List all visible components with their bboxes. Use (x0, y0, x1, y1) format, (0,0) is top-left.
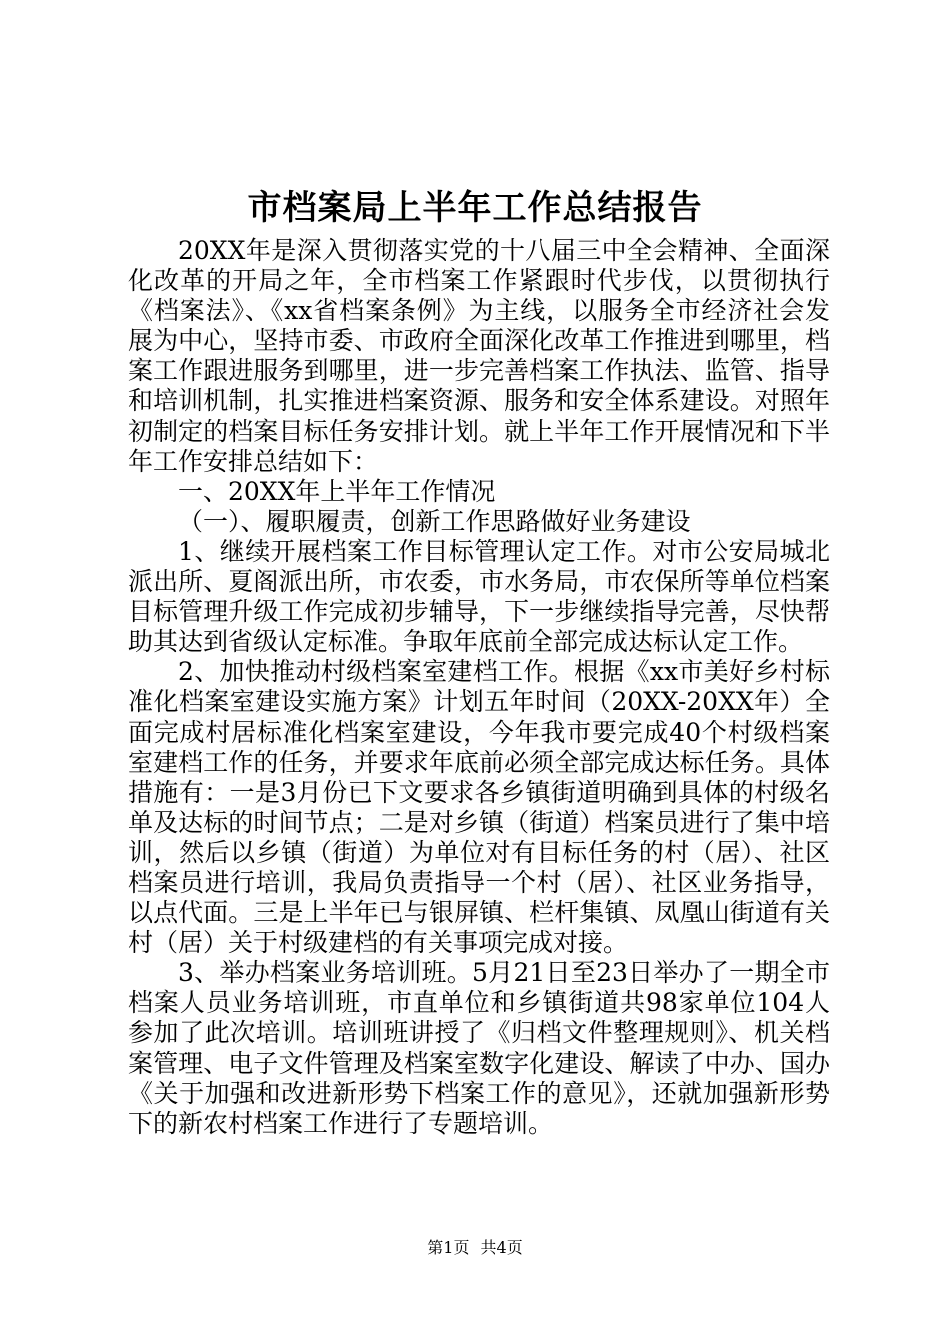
section-heading: 一、20XX年上半年工作情况 (178, 476, 496, 506)
item-paragraph-1: 1、继续开展档案工作目标管理认定工作。对市公安局城北派出所、夏阁派出所，市农委，市水务局，市农保所等单位档案目标管理升级工作完成初步辅导，下一步继续指导完善，尽快帮助其达到省级认定标准。争取年底前全部完成达标认定工作。 (128, 536, 830, 657)
item-paragraph-2: 2、加快推动村级档案室建档工作。根据《xx市美好乡村标准化档案室建设实施方案》计划五年时间（20XX-20XX年）全面完成村居标准化档案室建设，今年我市要完成40个村级档案室建档工作的任务，并要求年底前必须全部完成达标任务。具体措施有：一是3月份已下文要求各乡镇街道明确到具体的村级名单及达标的时间节点；二是对乡镇（街道）档案员进行了集中培训，然后以乡镇（街道）为单位对有目标任务的村（居）、社区档案员进行培训，我局负责指导一个村（居）、社区业务指导，以点代面。三是上半年已与银屏镇、栏杆集镇、凤凰山街道有关村（居）关于村级建档的有关事项完成对接。 (128, 657, 830, 958)
subsection-heading: （一）、履职履责，创新工作思路做好业务建设 (178, 506, 691, 536)
intro-paragraph: 20XX年是深入贯彻落实党的十八届三中全会精神、全面深化改革的开局之年，全市档案工作紧跟时代步伐，以贯彻执行《档案法》、《xx省档案条例》为主线，以服务全市经济社会发展为中心，坚持市委、市政府全面深化改革工作推进到哪里，档案工作跟进服务到哪里，进一步完善档案工作执法、监管、指导和培训机制，扎实推进档案资源、服务和安全体系建设。对照年初制定的档案目标任务安排计划。就上半年工作开展情况和下半年工作安排总结如下： (128, 236, 830, 476)
page-footer: 第1页 共4页 (427, 1238, 523, 1257)
item-paragraph-3: 3、举办档案业务培训班。5月21日至23日举办了一期全市档案人员业务培训班，市直单位和乡镇街道共98家单位104人参加了此次培训。培训班讲授了《归档文件整理规则》、机关档案管理、电子文件管理及档案室数字化建设、解读了中办、国办《关于加强和改进新形势下档案工作的意见》，还就加强新形势下的新农村档案工作进行了专题培训。 (128, 958, 830, 1138)
document-title: 市档案局上半年工作总结报告 (247, 188, 703, 228)
document-body (128, 236, 830, 1139)
